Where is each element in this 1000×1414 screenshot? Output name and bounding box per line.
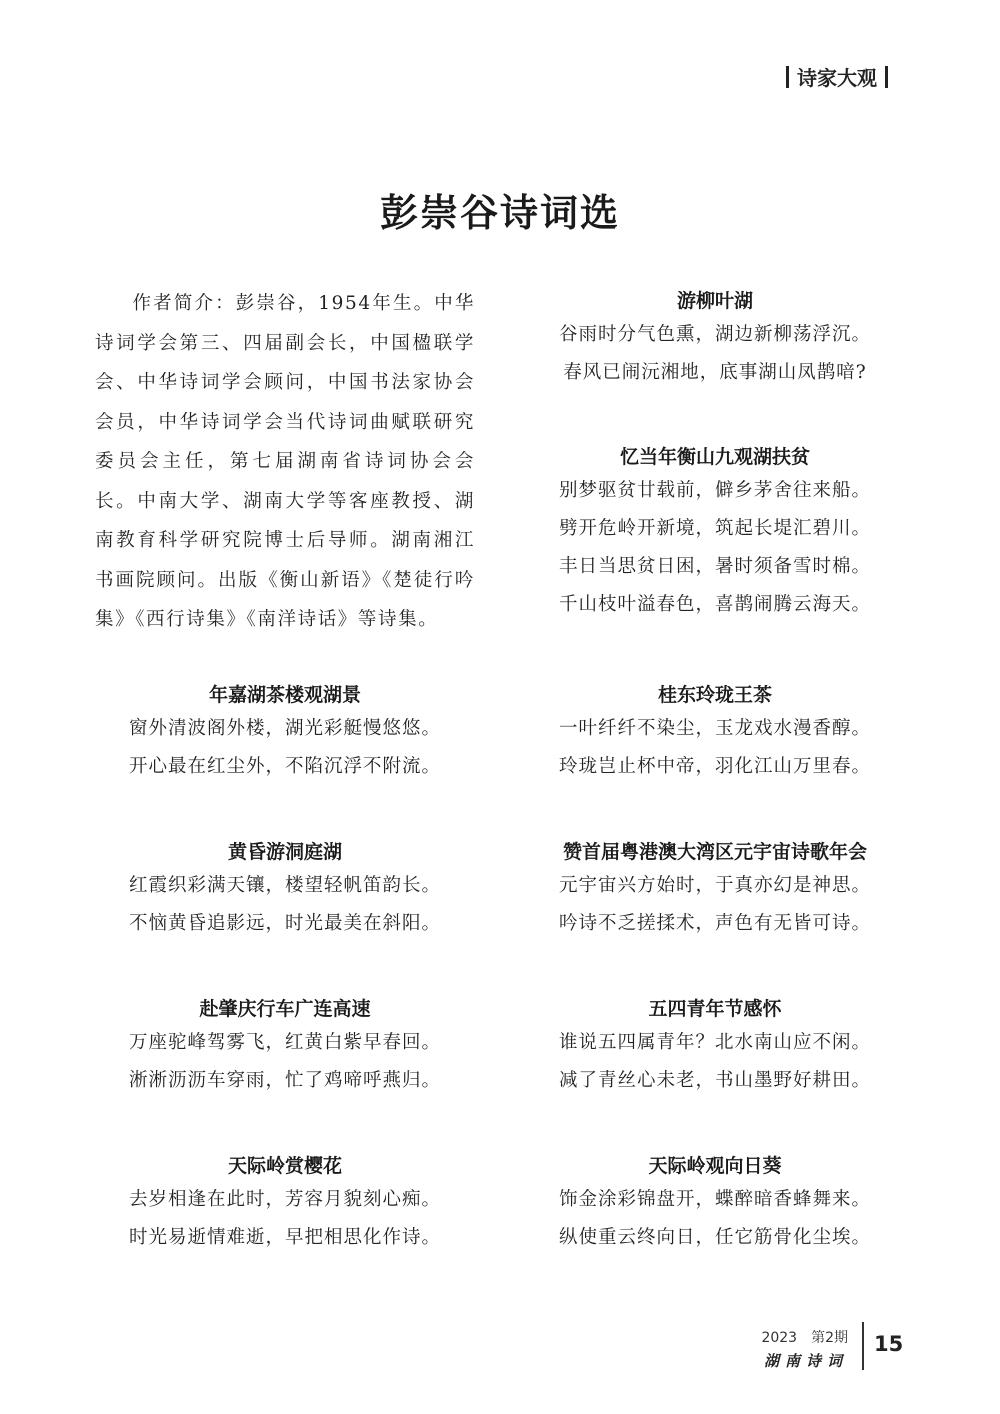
poem-left-3	[95, 994, 475, 1100]
poem-line: 不恼黄昏追影远，时光最美在斜阳。	[128, 913, 441, 934]
poem-line: 元宇宙兴方始时，于真亦幻是神思。	[558, 875, 871, 896]
poem-line: 谷雨时分气色熏，湖边新柳荡浮沉。	[558, 324, 871, 345]
section-tag-bar-right	[885, 66, 888, 88]
poem-right-3	[540, 680, 890, 786]
poem-line: 红霞织彩满天镶，楼望轻帆笛韵长。	[128, 875, 441, 896]
poem-title: 天际岭赏樱花	[227, 1155, 342, 1177]
poem-right-2	[540, 442, 890, 624]
section-tag	[778, 62, 896, 91]
poem-right-4	[540, 837, 890, 943]
author-bio	[95, 284, 475, 640]
poem-line: 淅淅沥沥车穿雨，忙了鸡啼呼燕归。	[128, 1070, 441, 1091]
poem-line: 别梦驱贫廿载前，僻乡茅舍往来船。	[558, 480, 871, 501]
poem-left-2	[95, 837, 475, 943]
author-bio-text: 作者简介：彭崇谷，1954年生。中华诗词学会第三、四届副会长，中国楹联学会、中华诗词学会顾问，中国书法家协会会员，中华诗词学会当代诗词曲赋联研究委员会主任，第七届湖南省诗词协会会长。中南大学、湖南大学等客座教授、湖南教育科学研究院博士后导师。湖南湘江书画院顾问。出版《衡山新语》《楚徒行吟集》《西行诗集》《南洋诗话》等诗集。	[95, 293, 475, 630]
poem-title: 赞首届粤港澳大湾区元宇宙诗歌年会	[562, 841, 867, 863]
poem-line: 饰金涂彩锦盘开，蝶醉暗香蜂舞来。	[558, 1189, 871, 1210]
section-tag-bar-left	[786, 66, 789, 88]
poem-left-1	[95, 680, 475, 786]
poem-title: 五四青年节感怀	[648, 998, 782, 1020]
poem-left-4	[95, 1151, 475, 1257]
poem-line: 春风已闹沅湘地，底事湖山凤鹊喑?	[563, 362, 867, 383]
poem-line: 玲珑岂止杯中帝，羽化江山万里春。	[558, 756, 871, 777]
issue-label: 2023 第2期	[761, 1330, 848, 1346]
article-title: 彭崇谷诗词选	[379, 190, 620, 235]
poem-line: 谁说五四属青年？北水南山应不闲。	[558, 1032, 871, 1053]
poem-line: 减了青丝心未老，书山墨野好耕田。	[558, 1070, 871, 1091]
poem-line: 千山枝叶溢春色，喜鹊闹腾云海天。	[558, 594, 871, 615]
poem-right-6	[540, 1151, 890, 1257]
poem-line: 时光易逝情难逝，早把相思化作诗。	[128, 1227, 441, 1248]
poem-title: 黄昏游洞庭湖	[227, 841, 342, 863]
poem-line: 丰日当思贫日困，暑时须备雪时棉。	[558, 556, 871, 577]
poem-title: 桂东玲珑王茶	[657, 684, 772, 706]
section-tag-label: 诗家大观	[797, 66, 877, 90]
page-number: 15	[874, 1332, 904, 1356]
poem-line: 开心最在红尘外，不陷沉浮不附流。	[128, 756, 441, 777]
footer-divider	[862, 1322, 864, 1370]
poem-line: 去岁相逢在此时，芳容月貌刻心痴。	[128, 1189, 441, 1210]
poem-title: 游柳叶湖	[676, 290, 753, 312]
poem-right-1	[540, 286, 890, 392]
poem-line: 纵使重云终向日，任它筋骨化尘埃。	[558, 1227, 871, 1248]
poem-line: 一叶纤纤不染尘，玉龙戏水漫香醇。	[558, 718, 871, 739]
poem-line: 万座驼峰驾雾飞，红黄白紫早春回。	[128, 1032, 441, 1053]
poem-line: 劈开危岭开新境，筑起长堤汇碧川。	[558, 518, 871, 539]
poem-title: 忆当年衡山九观湖扶贫	[619, 446, 810, 468]
poem-line: 窗外清波阁外楼，湖光彩艇慢悠悠。	[128, 718, 441, 739]
poem-title: 年嘉湖茶楼观湖景	[208, 684, 361, 706]
poem-line: 吟诗不乏搓揉术，声色有无皆可诗。	[558, 913, 871, 934]
poem-title: 天际岭观向日葵	[648, 1155, 782, 1177]
poem-title: 赴肇庆行车广连高速	[199, 998, 371, 1020]
magazine-logo-text: 湖南诗词	[763, 1352, 848, 1370]
poem-right-5	[540, 994, 890, 1100]
